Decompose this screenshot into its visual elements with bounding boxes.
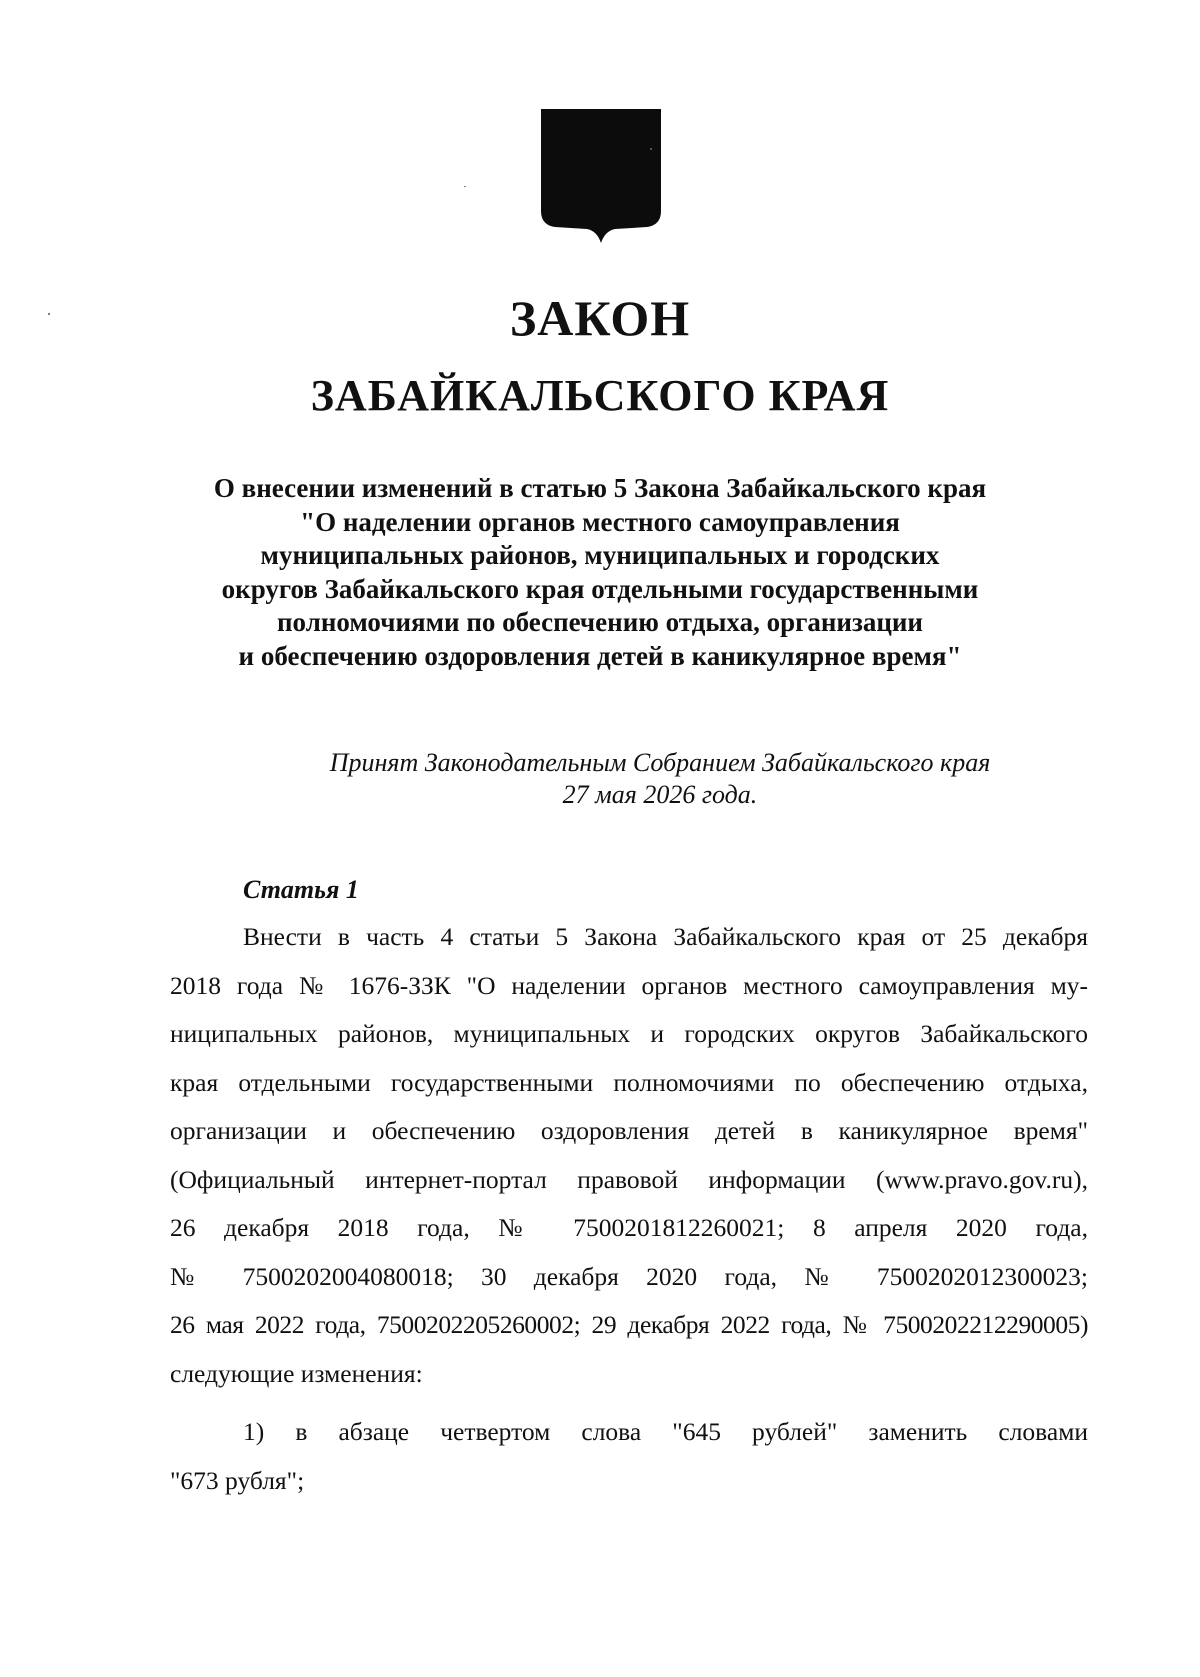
law-subtitle: [150, 472, 1050, 673]
shield-icon: [539, 107, 663, 251]
paragraph-line: Внести в часть 4 статьи 5 Закона Забайкальского края от 25 декабря: [243, 922, 1088, 951]
paragraph-line: (Официальный интернет-портал правовой информации (www.pravo.gov.ru),: [170, 1164, 1088, 1194]
subtitle-line: О внесении изменений в статью 5 Закона Забайкальского края: [213, 473, 987, 503]
paragraph-line: организации и обеспечению оздоровления детей в каникулярное время": [170, 1116, 1088, 1145]
paragraph-line: края отдельными государственными полномочиями по обеспечению отдыха,: [170, 1067, 1088, 1097]
paragraph-line: ниципальных районов, муниципальных и городских округов Забайкальского: [170, 1019, 1088, 1048]
article-paragraph: [170, 913, 1088, 1398]
item-line: 1) в абзаце четвертом слова "645 рублей" заменить словами: [243, 1417, 1088, 1446]
list-item: [170, 1408, 1088, 1505]
adoption-body: Принят Законодательным Собранием Забайкальского края: [329, 748, 991, 777]
item-line: "673 рубля";: [170, 1465, 305, 1495]
paragraph-line: 26 декабря 2018 года, № 7500201812260021; 8 апреля 2020 года,: [170, 1213, 1088, 1242]
scan-speck: [464, 186, 466, 187]
subtitle-line: и обеспечению оздоровления детей в каникулярное время": [238, 640, 962, 671]
coat-of-arms-emblem: [539, 107, 663, 251]
adoption-note: [270, 747, 1050, 811]
paragraph-line: 2018 года № 1676-ЗЗК "О наделении органов местного самоуправления му-: [170, 970, 1088, 1000]
subtitle-line: муниципальных районов, муниципальных и городских: [260, 540, 940, 570]
paragraph-line: 26 мая 2022 года, 7500202205260002; 29 декабря 2022 года, № 7500202212290005): [170, 1310, 1088, 1339]
article-heading: Статья 1: [243, 875, 359, 904]
document-region: ЗАБАЙКАЛЬСКОГО КРАЯ: [310, 371, 890, 420]
subtitle-line: "О наделении органов местного самоуправления: [300, 506, 900, 537]
subtitle-line: полномочиями по обеспечению отдыха, организации: [277, 607, 923, 637]
paragraph-line: № 7500202004080018; 30 декабря 2020 года, № 7500202012300023;: [170, 1261, 1088, 1291]
adoption-date: 27 мая 2026 года.: [562, 780, 758, 809]
paragraph-line: следующие изменения:: [170, 1358, 423, 1388]
subtitle-line: округов Забайкальского края отдельными государственными: [221, 573, 979, 604]
document-title: ЗАКОН: [509, 290, 691, 346]
